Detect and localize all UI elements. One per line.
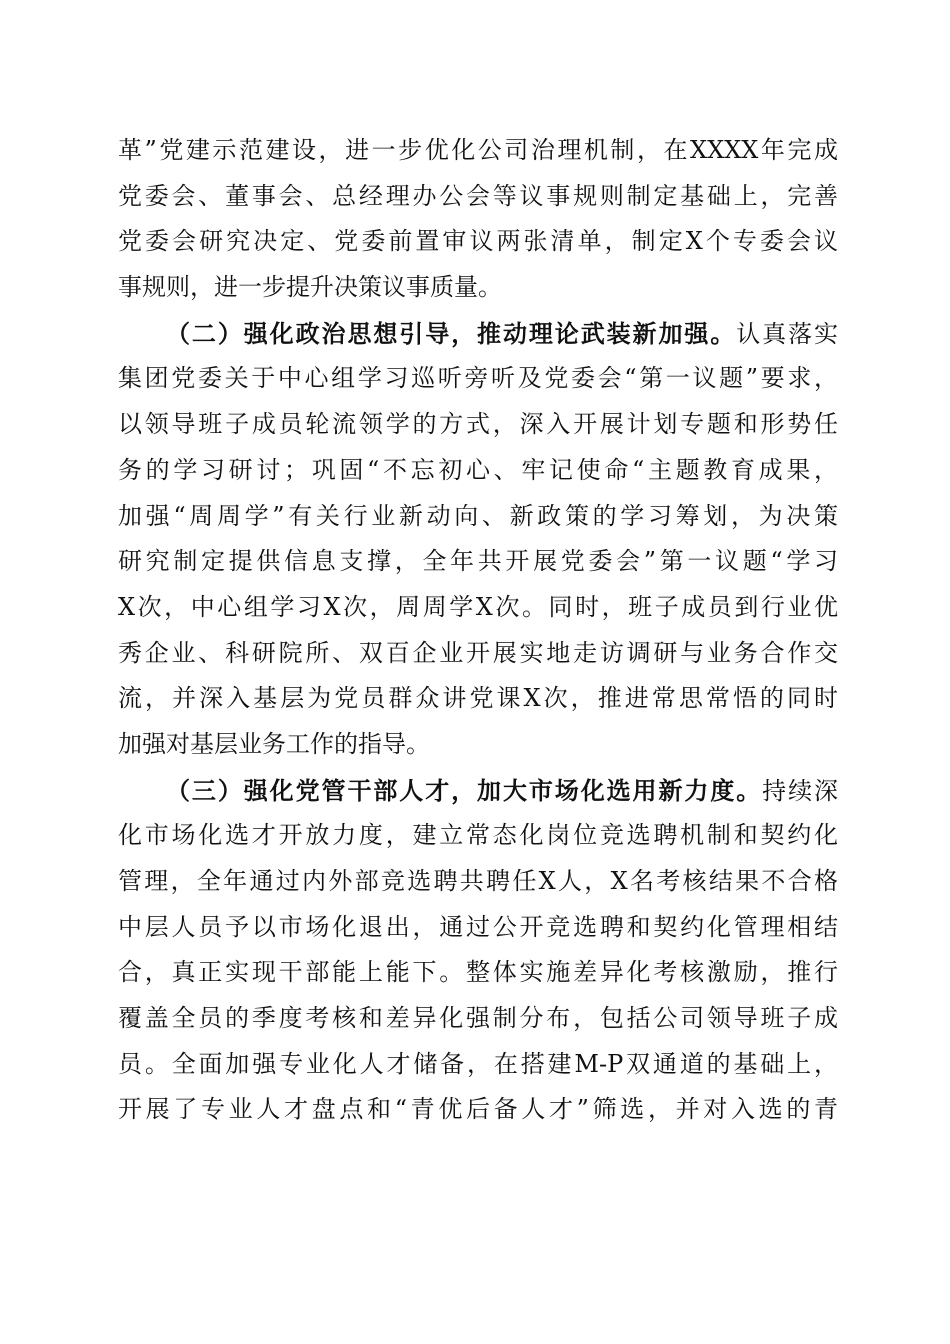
text-line: X次，中心组学习X次，周周学X次。同时，班子成员到行业优	[118, 592, 838, 621]
text-line: 员。全面加强专业化人才储备，在搭建M-P双通道的基础上，	[118, 1049, 838, 1078]
text-line: 加强对基层业务工作的指导。	[118, 729, 430, 758]
paragraph-talent-management	[118, 768, 838, 1134]
text-line	[118, 768, 838, 814]
paragraph-governance	[118, 128, 838, 311]
text-line: 流，并深入基层为党员群众讲党课X次，推进常思常悟的同时	[118, 684, 838, 713]
text-line: 务的学习研讨；巩固“不忘初心、牢记使命“主题教育成果，	[118, 455, 838, 484]
text-line	[118, 311, 838, 357]
text-line: 合，真正实现干部能上能下。整体实施差异化考核激励，推行	[118, 958, 838, 987]
text-segment: 持续深	[762, 776, 838, 805]
text-line: 加强“周周学”有关行业新动向、新政策的学习筹划，为决策	[118, 501, 838, 530]
text-line: 开展了专业人才盘点和“青优后备人才”筛选，并对入选的青	[118, 1095, 838, 1124]
text-segment: 认真落实	[736, 319, 838, 348]
paragraph-political-guidance	[118, 311, 838, 768]
text-line: 党委会、董事会、总经理办公会等议事规则制定基础上，完善	[118, 181, 838, 210]
text-line: 事规则，进一步提升决策议事质量。	[118, 273, 502, 302]
text-line: 以领导班子成员轮流领学的方式，深入开展计划专题和形势任	[118, 410, 838, 439]
document-body	[118, 128, 838, 1133]
text-line: 覆盖全员的季度考核和差异化强制分布，包括公司领导班子成	[118, 1004, 838, 1033]
section-heading-3: （三）强化党管干部人才，加大市场化选用新力度。	[166, 775, 763, 805]
text-line: 集团党委关于中心组学习巡听旁听及党委会“第一议题”要求，	[118, 364, 838, 393]
text-line: 化市场化选才开放力度，建立常态化岗位竞选聘机制和契约化	[118, 821, 838, 850]
text-line: 研究制定提供信息支撑，全年共开展党委会”第一议题“学习	[118, 547, 838, 576]
text-line: 革”党建示范建设，进一步优化公司治理机制，在XXXX年完成	[118, 136, 838, 164]
text-line: 党委会研究决定、党委前置审议两张清单，制定X个专委会议	[118, 227, 838, 256]
section-heading-2: （二）强化政治思想引导，推动理论武装新加强。	[166, 318, 737, 348]
text-line: 中层人员予以市场化退出，通过公开竞选聘和契约化管理相结	[118, 912, 838, 941]
text-line: 秀企业、科研院所、双百企业开展实地走访调研与业务合作交	[118, 638, 838, 667]
text-line: 管理，全年通过内外部竞选聘共聘任X人，X名考核结果不合格	[118, 867, 838, 895]
